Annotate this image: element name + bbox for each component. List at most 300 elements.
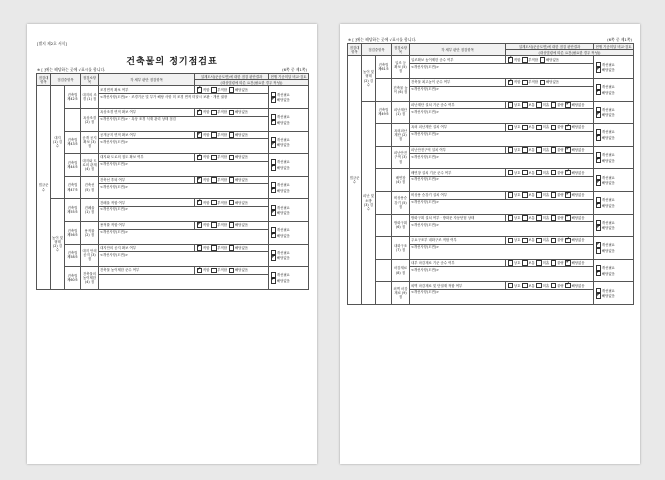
compare-option [270,165,307,171]
compare-option [595,225,632,231]
result-cell [506,282,594,290]
grade-checkbox[interactable] [522,260,528,266]
result-checkbox[interactable] [229,268,235,274]
minor-item-cell: 일조 등 확보 (5) 점 [392,56,410,79]
compare-option [595,158,632,164]
result-option [210,268,227,272]
result-checkbox[interactable] [197,155,203,161]
result-option [228,110,248,114]
grade-option-label: 해당없음 [571,261,585,266]
grade-checkbox[interactable] [522,192,528,198]
compare-option-label: 개선필요 [601,288,615,293]
check-item-cell: 비상용 승강기 설치 여부 [410,191,506,199]
compare-checkbox[interactable] [596,271,602,277]
check-item-cell: 배연창 설치 기준 준수 여부 [410,169,506,177]
compare-checkbox[interactable] [271,188,277,194]
inspection-table-2 [347,43,634,305]
grade-checkbox[interactable] [551,102,557,108]
grade-option-label: 불량 [557,170,564,175]
header-result: 설계도서(준공도면)에 대한 점검 판단결과 [506,44,594,50]
result-cell [506,169,594,177]
check-item-cell: 일조확보 높이제한 준수 여부 [410,56,506,64]
grade-option-label: 미흡 [542,102,550,107]
grade-option-label: 미흡 [542,125,550,130]
detail-note-cell: <개선사항(도면)> [410,64,594,79]
result-option [196,268,209,272]
header-middle: 점검중항목 [362,44,392,56]
result-option-label: 부적합 [217,200,228,205]
grade-checkbox[interactable] [565,192,571,198]
result-checkbox[interactable] [211,87,217,93]
grade-option-label: 해당없음 [571,170,585,175]
grade-option [507,284,520,288]
grade-option-label: 불량 [557,215,564,220]
grade-option [521,238,534,242]
result-checkbox[interactable] [197,110,203,116]
result-cell [506,56,594,64]
law-cell: 건축법 제55조 [65,199,81,222]
result-option-label: 부적합 [217,87,228,92]
result-option [210,133,227,137]
grade-option-label: 보통 [528,283,535,288]
grade-checkbox[interactable] [551,283,557,289]
compare-checkbox[interactable] [596,67,602,73]
grade-checkbox[interactable] [536,283,542,289]
grade-option [536,148,549,152]
result-checkbox[interactable] [211,268,217,274]
minor-item-cell: 옥외피난계단 (2) 점 [392,124,410,147]
grade-checkbox[interactable] [508,147,514,153]
law-cell: 건축법 제49조 [376,101,392,124]
grade-option-label: 보통 [528,215,535,220]
result-option [507,80,520,84]
grade-checkbox[interactable] [508,102,514,108]
result-option-label: 적합 [202,268,210,273]
grade-option-label: 보통 [528,261,535,266]
table-row [37,86,309,94]
grade-checkbox[interactable] [522,283,528,289]
grade-checkbox[interactable] [508,283,514,289]
compare-option-label: 개선필요 [601,197,615,202]
compare-checkbox[interactable] [271,278,277,284]
grade-option [521,148,534,152]
table-row [37,244,309,252]
grade-checkbox[interactable] [551,170,557,176]
grade-checkbox[interactable] [565,102,571,108]
grade-option [521,171,534,175]
result-checkbox[interactable] [229,110,235,116]
result-option [196,223,209,227]
grade-checkbox[interactable] [551,238,557,244]
minor-item-cell: 방화구획 (6) 점 [392,214,410,237]
grade-option [507,216,520,220]
law-cell [376,146,392,169]
grade-checkbox[interactable] [565,147,571,153]
result-option-label: 적합 [202,110,210,115]
compare-cell [269,244,309,267]
compare-option [595,293,632,299]
check-item-cell: 대지안의 공지 확보 여부 [99,244,195,252]
result-option [521,58,538,62]
grade-option-label: 상호 [513,193,521,198]
minor-item-cell: 건폐율 (1) 점 [81,199,99,222]
grade-option [507,125,520,129]
grade-option [507,148,520,152]
grade-checkbox[interactable] [565,238,571,244]
grade-checkbox[interactable] [536,125,542,131]
result-cell [195,109,269,117]
grade-checkbox[interactable] [508,260,514,266]
compare-cell [594,237,634,260]
compare-checkbox[interactable] [596,293,602,299]
result-option-label: 해당없음 [234,223,249,228]
compare-option-label: 개선필요 [601,243,615,248]
result-checkbox[interactable] [229,132,235,138]
result-option-label: 부적합 [528,80,539,85]
grade-checkbox[interactable] [551,125,557,131]
result-cell [506,191,594,199]
instruction-text: ※ [ ]에는 해당하는 곳에 √표시를 합니다. [37,67,106,72]
compare-checkbox[interactable] [596,248,602,254]
detail-note-cell: <개선사항(도면)> [99,252,269,267]
compare-checkbox[interactable] [596,135,602,141]
grade-option-label: 상호 [513,215,521,220]
result-checkbox[interactable] [197,222,203,228]
compare-option-label: 해당없음 [276,120,290,125]
result-option-label: 해당없음 [545,57,560,62]
grade-checkbox[interactable] [508,192,514,198]
grade-checkbox[interactable] [551,215,557,221]
result-option [210,110,227,114]
grade-checkbox[interactable] [536,147,542,153]
result-option [228,178,248,182]
result-cell [195,221,269,229]
result-option-label: 부적합 [217,155,228,160]
grade-checkbox[interactable] [565,283,571,289]
grade-checkbox[interactable] [536,260,542,266]
result-option-label: 적합 [202,245,210,250]
table-row [37,267,309,275]
minor-item-cell: 공개 공지 확보 (3) 점 [81,131,99,154]
grade-checkbox[interactable] [522,170,528,176]
grade-option-label: 미흡 [542,283,550,288]
grade-option [507,238,520,242]
law-cell: 건축법 제58조 [65,244,81,267]
compare-cell [594,124,634,147]
result-checkbox[interactable] [211,155,217,161]
minor-item-cell: 건축물 높이 (6) 점 [392,79,410,102]
grade-option [521,284,534,288]
grade-option-label: 보통 [528,238,535,243]
result-option-label: 적합 [513,57,521,62]
table-row [37,221,309,229]
grade-option [550,148,563,152]
compare-option-label: 해당없음 [601,180,615,185]
result-checkbox[interactable] [508,57,514,63]
detail-note-cell: <개선사항(도면)> [410,222,594,237]
compare-checkbox[interactable] [271,210,277,216]
result-checkbox[interactable] [197,132,203,138]
grade-checkbox[interactable] [536,170,542,176]
detail-note-cell [99,274,269,289]
check-item-cell: 피난계단 설치 기준 준수 여부 [410,101,506,109]
result-checkbox[interactable] [229,222,235,228]
result-checkbox[interactable] [229,155,235,161]
result-cell [506,79,594,87]
check-item-cell: 건축물 높이제한 준수 여부 [99,267,195,275]
check-item-cell: 주요구조부 내화구조 적합 여부 [410,237,506,245]
grade-checkbox[interactable] [551,260,557,266]
compare-checkbox[interactable] [596,158,602,164]
result-checkbox[interactable] [197,177,203,183]
check-item-cell: 용적률 적합 여부 [99,221,195,229]
grade-option-label: 상호 [513,102,521,107]
law-cell [376,259,392,282]
middle-item-cell: 높이 및 형태(2) 검수 [362,56,376,101]
compare-cell [269,154,309,177]
result-checkbox[interactable] [229,200,235,206]
result-option-label: 해당없음 [234,268,249,273]
result-checkbox[interactable] [540,57,546,63]
result-option-label: 적합 [202,155,210,160]
compare-option-label: 해당없음 [601,158,615,163]
result-checkbox[interactable] [229,177,235,183]
grade-option-label: 보통 [528,170,535,175]
check-item-cell: 방화구획 설치 여부 · 방화문 자동닫힘 상태 [410,214,506,222]
grade-checkbox[interactable] [536,215,542,221]
grade-checkbox[interactable] [565,170,571,176]
major-item-cell: 법규준수 [37,86,51,289]
grade-checkbox[interactable] [551,147,557,153]
middle-item-cell: 대지(1) 검수 [51,86,65,199]
check-item-cell: 건축선 후퇴 여부 [99,176,195,184]
grade-checkbox[interactable] [508,170,514,176]
law-cell: 건축법 제61조 [376,56,392,79]
result-checkbox[interactable] [508,80,514,86]
header-major: 점검대항목 [348,44,362,56]
result-option [228,268,248,272]
compare-checkbox[interactable] [596,90,602,96]
compare-option-label: 개선필요 [601,152,615,157]
result-option [521,80,538,84]
compare-option-label: 개선필요 [276,250,290,255]
grade-checkbox[interactable] [508,215,514,221]
result-option [196,178,209,182]
page-title: 건축물의 정기점검표 [126,57,218,67]
result-checkbox[interactable] [211,245,217,251]
compare-checkbox[interactable] [596,180,602,186]
grade-option-label: 상호 [513,261,521,266]
inspection-table-1 [36,73,309,290]
compare-option-label: 개선필요 [276,160,290,165]
grade-checkbox[interactable] [522,125,528,131]
compare-checkbox[interactable] [271,97,277,103]
grade-option [536,171,549,175]
result-option [196,201,209,205]
compare-option-label: 해당없음 [601,68,615,72]
result-option-label: 부적합 [217,110,228,115]
compare-option-label: 해당없음 [276,98,290,102]
table-row [37,131,309,139]
compare-option-label: 개선필요 [276,273,290,278]
check-item-cell: 피난안전구역 설치 여부 [410,146,506,154]
compare-checkbox[interactable] [271,142,277,148]
law-cell [376,214,392,237]
compare-option [595,248,632,254]
result-option-label: 해당없음 [545,80,560,85]
result-checkbox[interactable] [197,200,203,206]
grade-option [536,216,549,220]
table-row [348,101,634,109]
grade-option [536,238,549,242]
grade-option [550,238,563,242]
compare-option-label: 개선필요 [276,92,290,97]
law-cell [65,109,81,132]
compare-checkbox[interactable] [271,233,277,239]
grade-option [507,171,520,175]
grade-checkbox[interactable] [536,102,542,108]
grade-option-label: 해당없음 [571,148,585,153]
result-cell [195,244,269,252]
result-cell [506,259,594,267]
law-cell [376,191,392,214]
grade-option [565,171,585,175]
law-cell [376,282,392,305]
grade-option [550,171,563,175]
law-cell: 건축법 제56조 [65,221,81,244]
result-checkbox[interactable] [522,80,528,86]
detail-note-cell: <개선사항(도면)> [410,199,594,214]
table-row [348,259,634,267]
compare-option [270,210,307,216]
law-cell: 건축법 제44조 [65,154,81,177]
detail-note-cell: <개선사항(도면)> [99,139,269,154]
grade-checkbox[interactable] [522,238,528,244]
law-cell: 건축법 제60조 [65,267,81,290]
result-checkbox[interactable] [522,57,528,63]
compare-checkbox[interactable] [596,203,602,209]
result-option [210,246,227,250]
grade-option-label: 불량 [557,102,564,107]
grade-option-label: 상호 [513,125,521,130]
result-option [196,133,209,137]
minor-item-cell: 내화구조 (7) 점 [392,237,410,260]
compare-cell [269,109,309,132]
result-checkbox[interactable] [197,245,203,251]
grade-option [565,148,585,152]
result-option [539,80,559,84]
compare-option [270,97,307,103]
compare-cell [269,221,309,244]
detail-note-cell: <개선사항(도면)> [410,109,594,124]
result-option-label: 적합 [202,87,210,92]
grade-option [521,193,534,197]
result-checkbox[interactable] [229,245,235,251]
compare-option-label: 개선필요 [601,130,615,135]
grade-option-label: 불량 [557,148,564,153]
result-checkbox[interactable] [211,132,217,138]
major-item-cell: 법규준수 [348,56,362,305]
grade-option [536,103,549,107]
detail-note-cell: <개선사항(도면)> [99,206,269,221]
result-cell [195,86,269,94]
grade-option-label: 미흡 [542,238,550,243]
result-option-label: 해당없음 [234,245,249,250]
result-checkbox[interactable] [197,268,203,274]
grade-checkbox[interactable] [536,238,542,244]
grade-checkbox[interactable] [536,192,542,198]
check-item-cell: 옥상조경 면적 확보 여부 [99,109,195,117]
result-checkbox[interactable] [211,177,217,183]
compare-option-label: 해당없음 [601,248,615,253]
grade-checkbox[interactable] [551,192,557,198]
compare-option-label: 해당없음 [276,143,290,148]
table-row [348,79,634,87]
result-option [507,58,520,62]
table-row [37,109,309,117]
compare-option-label: 개선필요 [601,62,615,67]
grade-option [565,238,585,242]
check-item-cell: 대지와 도로의 접도 확보 여부 [99,154,195,162]
grade-checkbox[interactable] [508,125,514,131]
result-option [228,201,248,205]
header-detail: 각 세부 판단 점검항목 [99,74,195,86]
table-row [348,56,634,64]
grade-option-label: 해당없음 [571,238,585,243]
grade-checkbox[interactable] [522,215,528,221]
grade-option-label: 해당없음 [571,283,585,288]
grade-option [507,193,520,197]
grade-option [550,261,563,265]
grade-option-label: 보통 [528,193,535,198]
result-checkbox[interactable] [211,110,217,116]
grade-option [565,103,585,107]
grade-checkbox[interactable] [508,238,514,244]
result-cell [195,131,269,139]
result-option [228,246,248,250]
result-checkbox[interactable] [211,200,217,206]
result-option-label: 적합 [513,80,521,85]
compare-checkbox[interactable] [271,255,277,261]
result-option-label: 해당없음 [234,200,249,205]
law-cell: 건축법 제42조 [65,86,81,109]
compare-checkbox[interactable] [596,112,602,118]
result-checkbox[interactable] [197,87,203,93]
header-middle: 점검중항목 [51,74,81,86]
check-item-cell: 건폐율 적합 여부 [99,199,195,207]
grade-checkbox[interactable] [565,260,571,266]
result-checkbox[interactable] [211,222,217,228]
compare-option [595,203,632,209]
compare-option [270,120,307,126]
result-option-label: 부적합 [528,57,539,62]
grade-checkbox[interactable] [522,147,528,153]
result-option-label: 해당없음 [234,87,249,92]
detail-note-cell: <개선사항(도면)> [410,154,594,169]
result-checkbox[interactable] [229,87,235,93]
compare-checkbox[interactable] [271,120,277,126]
result-checkbox[interactable] [540,80,546,86]
compare-option-label: 해당없음 [601,271,615,276]
compare-checkbox[interactable] [596,225,602,231]
grade-checkbox[interactable] [565,215,571,221]
grade-checkbox[interactable] [565,125,571,131]
compare-option-label: 개선필요 [276,115,290,119]
detail-note-cell: <개선사항(도면)> · 조경기준 및 부가 해당 사항 미 조경 면적 미달시 보완 · 개선 권장 [99,94,269,109]
table-row [348,191,634,199]
compare-checkbox[interactable] [271,165,277,171]
grade-checkbox[interactable] [522,102,528,108]
